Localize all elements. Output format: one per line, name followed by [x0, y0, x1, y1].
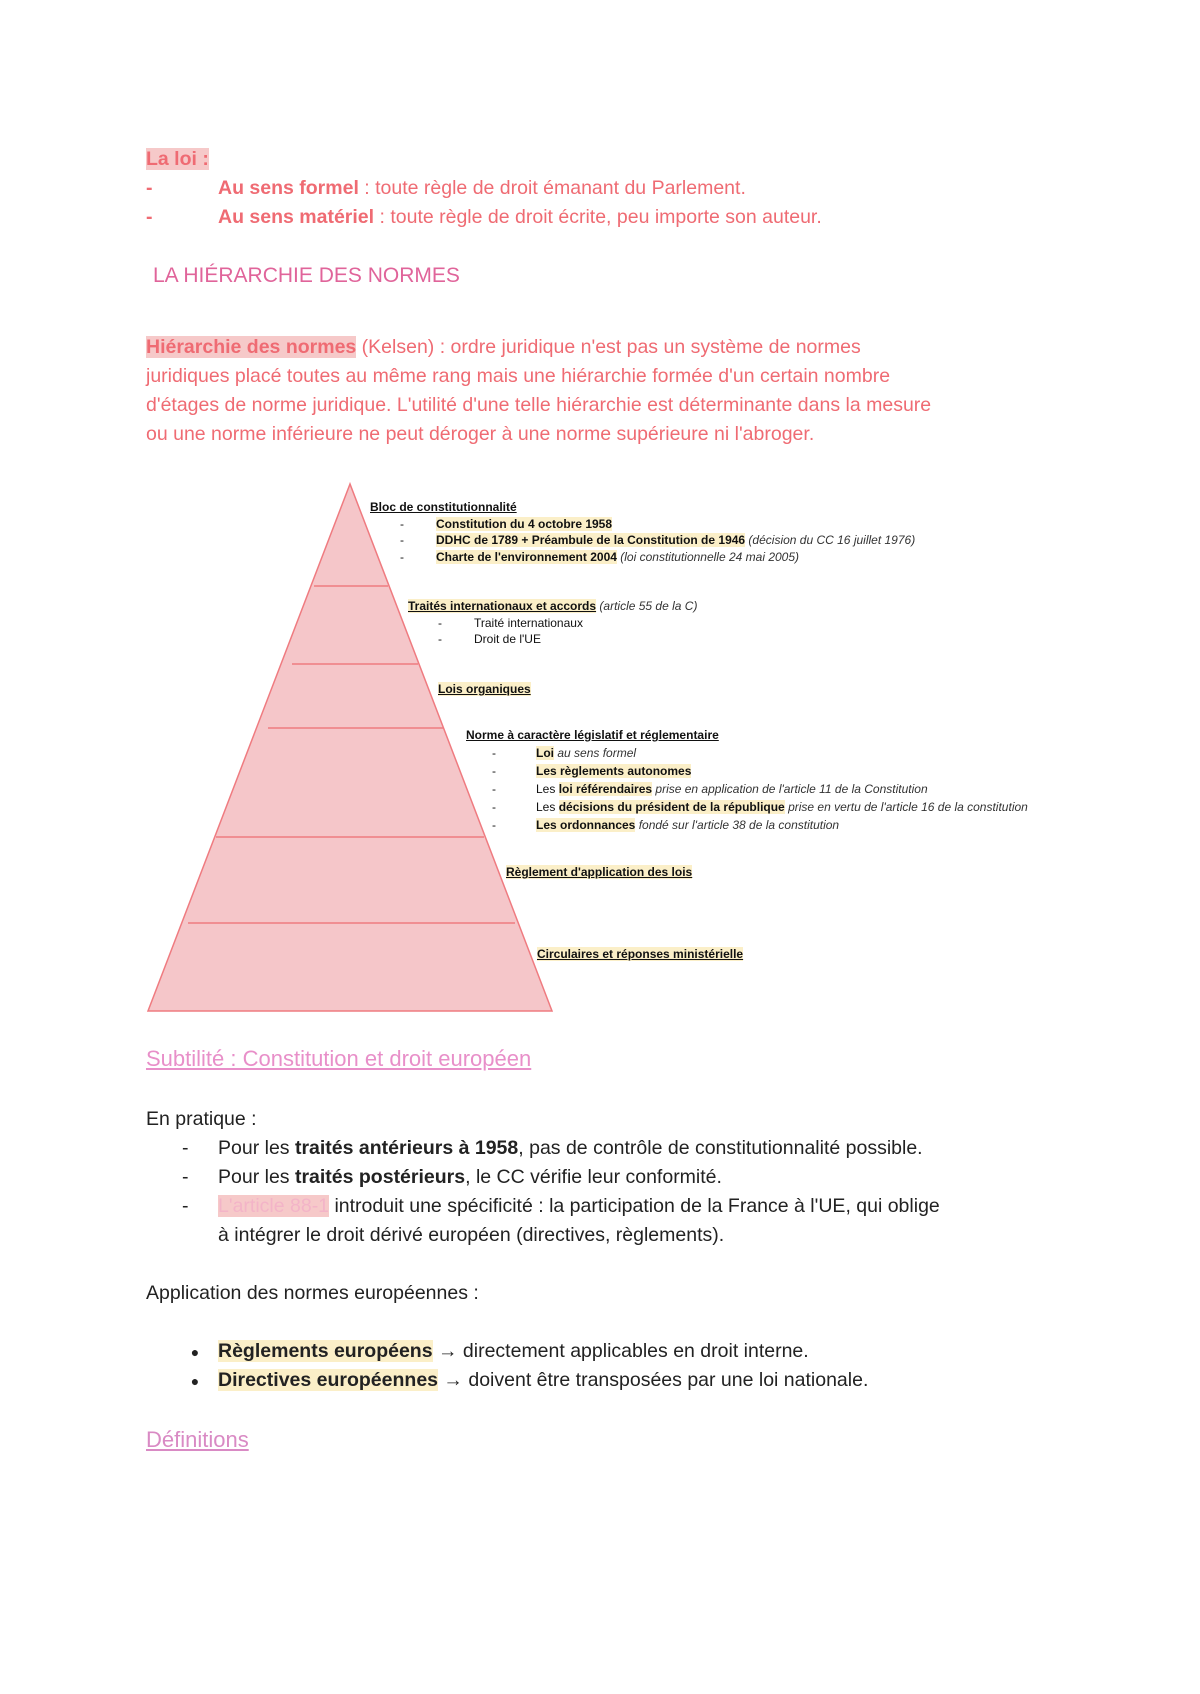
definitions-heading: Définitions [146, 1427, 249, 1452]
pyramid-level-traites: Traités internationaux et accords (article 55 de la C) - Traité internationaux - Droit de l'UE [408, 599, 698, 646]
loi-title: La loi : [146, 148, 209, 170]
loi-item-formel: - Au sens formel : toute règle de droit émanant du Parlement. [146, 177, 746, 199]
article-88-link[interactable]: L'article 88-1 [218, 1195, 330, 1217]
hierarchy-definition: Hiérarchie des normes (Kelsen) : ordre juridique n'est pas un système de normes juridiques placé toutes au même rang mais une hiérarchie formée d'un certain nombre d'étages de norme juridique. L'utilité d'une telle hiérarchie est déterminante dans la mesure ou une norme inférieure ne peut déroger à une norme supérieure ni l'abroger. [146, 336, 932, 445]
pyramid-level-circulaires: Circulaires et réponses ministérielle [537, 947, 744, 961]
pyramid-level-bloc: Bloc de constitutionnalité - Constitution du 4 octobre 1958 - DDHC de 1789 + Préambule de la Constitution de 1946 (décision du CC 16 juillet 1976) - Charte de l'environnement 2004 (loi constitutionnelle 24 mai 2005) [370, 500, 916, 564]
subtilite-item-anterieurs: - Pour les traités antérieurs à 1958, pas de contrôle de constitutionnalité possible. [182, 1137, 923, 1159]
subtilite-item-posterieurs: - Pour les traités postérieurs, le CC vérifie leur conformité. [182, 1166, 722, 1188]
pyramid-level-normes: Norme à caractère législatif et réglementaire - Loi au sens formel - Les règlements autonomes - Les loi référendaires prise en application de l'article 11 de la Constitution - Les décisions du président de la république prise en vertu de l'article 16 de la constitution - Les ordonnances fondé sur l'article 38 de la constitution [466, 728, 1028, 832]
subtilite-heading: Subtilité : Constitution et droit européen [146, 1046, 532, 1071]
pyramid-level-reglement-application: Règlement d'application des lois [506, 865, 693, 879]
subtilite-intro: En pratique : [146, 1108, 257, 1130]
loi-item-materiel: - Au sens matériel : toute règle de droit écrite, peu importe son auteur. [146, 206, 822, 228]
pyramid-level-lois-organiques: Lois organiques [438, 682, 531, 696]
application-item-reglements: ● Règlements européens → directement applicables en droit interne. [190, 1340, 809, 1362]
application-item-directives: ● Directives européennes → doivent être transposées par une loi nationale. [190, 1369, 869, 1391]
subtilite-item-article-88: - L'article 88-1 introduit une spécificité : la participation de la France à l'UE, qui oblige à intégrer le droit dérivé européen (directives, règlements). [182, 1195, 940, 1246]
hierarchy-title: LA HIÉRARCHIE DES NORMES [153, 264, 460, 287]
application-intro: Application des normes européennes : [146, 1282, 479, 1304]
